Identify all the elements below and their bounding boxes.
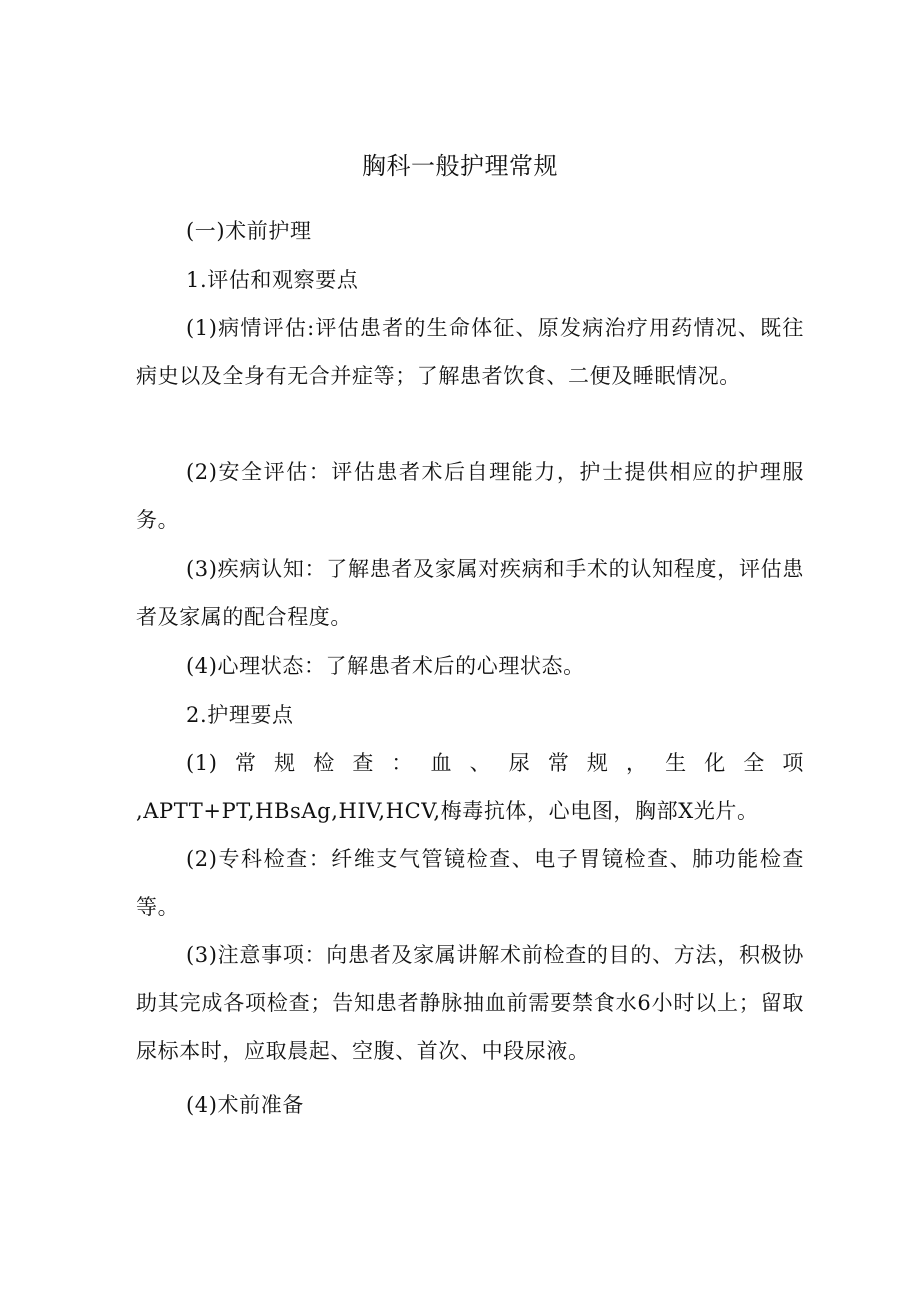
paragraph-precautions: (3)注意事项：向患者及家属讲解术前检查的目的、方法，积极协助其完成各项检查；告知患者静脉抽血前需要禁食水6小时以上；留取尿标本时，应取晨起、空腹、首次、中段尿液。 (136, 943, 804, 1063)
paragraph-disease-cognition: (3)疾病认知：了解患者及家属对疾病和手术的认知程度，评估患者及家属的配合程度。 (136, 557, 804, 629)
routine-exam-line-1: (1)常规检查：血、尿常规，生化全项 (186, 751, 804, 775)
paragraph-condition-assessment: (1)病情评估:评估患者的生命体征、原发病治疗用药情况、既往病史以及全身有无合并症等；了解患者饮食、二便及睡眠情况。 (136, 316, 804, 388)
paragraph-specialty-exam: (2)专科检查：纤维支气管镜检查、电子胃镜检查、肺功能检查等。 (136, 847, 804, 919)
subheading-assessment: 1.评估和观察要点 (186, 268, 359, 292)
paragraph-routine-exam (136, 739, 804, 835)
document-title: 胸科一般护理常规 (362, 152, 558, 180)
paragraph-safety-assessment: (2)安全评估：评估患者术后自理能力，护士提供相应的护理服务。 (136, 460, 804, 532)
subheading-nursing-points: 2.护理要点 (186, 703, 294, 727)
section-heading-preop: (一)术前护理 (186, 219, 312, 243)
routine-exam-line-2: ,APTT+PT,HBsAg,HIV,HCV,梅毒抗体，心电图，胸部X光片。 (136, 799, 759, 823)
paragraph-preop-preparation: (4)术前准备 (186, 1093, 304, 1117)
paragraph-psychological-state: (4)心理状态：了解患者术后的心理状态。 (186, 654, 585, 678)
